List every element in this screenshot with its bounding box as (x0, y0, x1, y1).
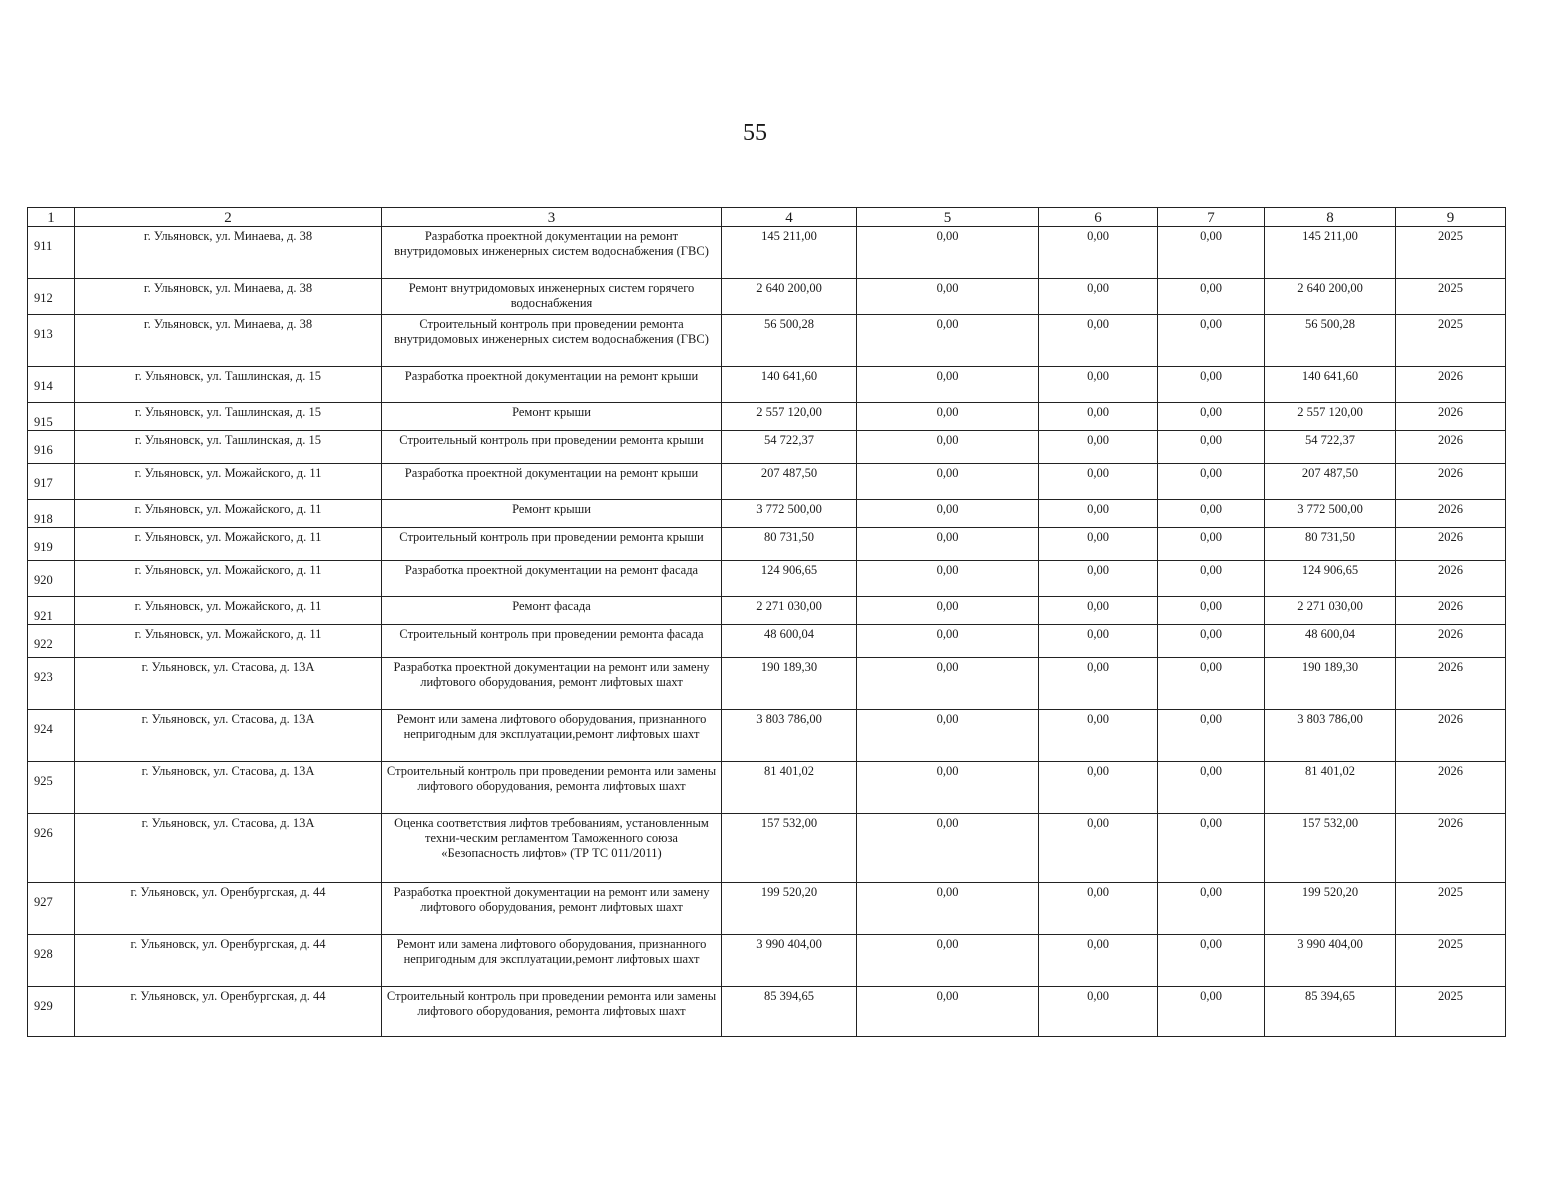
work-type-cell: Ремонт крыши (382, 500, 722, 528)
address-cell: г. Ульяновск, ул. Ташлинская, д. 15 (75, 431, 382, 464)
total-cost-cell: 199 520,20 (722, 883, 857, 935)
owners-cell: 0,00 (1158, 814, 1265, 883)
table-row (28, 431, 1506, 464)
budget-cell: 0,00 (1039, 431, 1158, 464)
total-cost-cell: 207 487,50 (722, 464, 857, 500)
row-number: 925 (28, 762, 75, 814)
owners-cell: 0,00 (1158, 464, 1265, 500)
fund-cell: 0,00 (857, 315, 1039, 367)
budget-cell: 0,00 (1039, 710, 1158, 762)
table-row (28, 987, 1506, 1037)
year-cell: 2025 (1396, 935, 1506, 987)
address-cell: г. Ульяновск, ул. Можайского, д. 11 (75, 464, 382, 500)
work-plan-table (27, 207, 1506, 1037)
budget-cell: 0,00 (1039, 762, 1158, 814)
column-header: 2 (75, 208, 382, 227)
work-plan-table-wrapper (27, 207, 1505, 1037)
other-cost-cell: 48 600,04 (1265, 625, 1396, 658)
budget-cell: 0,00 (1039, 987, 1158, 1037)
work-type-cell: Строительный контроль при проведении ремонта крыши (382, 528, 722, 561)
other-cost-cell: 190 189,30 (1265, 658, 1396, 710)
other-cost-cell: 3 990 404,00 (1265, 935, 1396, 987)
other-cost-cell: 140 641,60 (1265, 367, 1396, 403)
year-cell: 2026 (1396, 710, 1506, 762)
work-type-cell: Строительный контроль при проведении ремонта или замены лифтового оборудования, ремонта лифтовых шахт (382, 762, 722, 814)
budget-cell: 0,00 (1039, 403, 1158, 431)
budget-cell: 0,00 (1039, 625, 1158, 658)
total-cost-cell: 56 500,28 (722, 315, 857, 367)
row-number: 915 (28, 403, 75, 431)
total-cost-cell: 85 394,65 (722, 987, 857, 1037)
table-row (28, 710, 1506, 762)
total-cost-cell: 124 906,65 (722, 561, 857, 597)
row-number: 911 (28, 227, 75, 279)
work-type-cell: Строительный контроль при проведении ремонта фасада (382, 625, 722, 658)
other-cost-cell: 3 803 786,00 (1265, 710, 1396, 762)
owners-cell: 0,00 (1158, 367, 1265, 403)
fund-cell: 0,00 (857, 987, 1039, 1037)
row-number: 916 (28, 431, 75, 464)
work-type-cell: Строительный контроль при проведении ремонта крыши (382, 431, 722, 464)
total-cost-cell: 145 211,00 (722, 227, 857, 279)
address-cell: г. Ульяновск, ул. Стасова, д. 13А (75, 814, 382, 883)
fund-cell: 0,00 (857, 403, 1039, 431)
other-cost-cell: 157 532,00 (1265, 814, 1396, 883)
total-cost-cell: 3 990 404,00 (722, 935, 857, 987)
work-type-cell: Строительный контроль при проведении ремонта внутридомовых инженерных систем водоснабжения (ГВС) (382, 315, 722, 367)
year-cell: 2026 (1396, 431, 1506, 464)
budget-cell: 0,00 (1039, 883, 1158, 935)
total-cost-cell: 140 641,60 (722, 367, 857, 403)
other-cost-cell: 145 211,00 (1265, 227, 1396, 279)
address-cell: г. Ульяновск, ул. Стасова, д. 13А (75, 658, 382, 710)
budget-cell: 0,00 (1039, 597, 1158, 625)
address-cell: г. Ульяновск, ул. Стасова, д. 13А (75, 762, 382, 814)
owners-cell: 0,00 (1158, 403, 1265, 431)
row-number: 913 (28, 315, 75, 367)
budget-cell: 0,00 (1039, 658, 1158, 710)
row-number: 929 (28, 987, 75, 1037)
column-header: 5 (857, 208, 1039, 227)
owners-cell: 0,00 (1158, 987, 1265, 1037)
budget-cell: 0,00 (1039, 315, 1158, 367)
year-cell: 2025 (1396, 315, 1506, 367)
year-cell: 2026 (1396, 403, 1506, 431)
table-row (28, 597, 1506, 625)
budget-cell: 0,00 (1039, 528, 1158, 561)
work-type-cell: Разработка проектной документации на ремонт или замену лифтового оборудования, ремонт лифтовых шахт (382, 658, 722, 710)
other-cost-cell: 207 487,50 (1265, 464, 1396, 500)
other-cost-cell: 2 640 200,00 (1265, 279, 1396, 315)
table-row (28, 528, 1506, 561)
total-cost-cell: 80 731,50 (722, 528, 857, 561)
other-cost-cell: 2 271 030,00 (1265, 597, 1396, 625)
year-cell: 2026 (1396, 500, 1506, 528)
table-row (28, 658, 1506, 710)
work-type-cell: Ремонт или замена лифтового оборудования, признанного непригодным для эксплуатации,ремонт лифтовых шахт (382, 710, 722, 762)
owners-cell: 0,00 (1158, 431, 1265, 464)
other-cost-cell: 54 722,37 (1265, 431, 1396, 464)
address-cell: г. Ульяновск, ул. Ташлинская, д. 15 (75, 367, 382, 403)
budget-cell: 0,00 (1039, 561, 1158, 597)
owners-cell: 0,00 (1158, 710, 1265, 762)
fund-cell: 0,00 (857, 464, 1039, 500)
fund-cell: 0,00 (857, 528, 1039, 561)
work-type-cell: Оценка соответствия лифтов требованиям, установленным техни-ческим регламентом Таможенного союза «Безопасность лифтов» (ТР ТС 011/2011) (382, 814, 722, 883)
row-number: 926 (28, 814, 75, 883)
address-cell: г. Ульяновск, ул. Минаева, д. 38 (75, 227, 382, 279)
year-cell: 2026 (1396, 367, 1506, 403)
total-cost-cell: 2 557 120,00 (722, 403, 857, 431)
owners-cell: 0,00 (1158, 935, 1265, 987)
fund-cell: 0,00 (857, 710, 1039, 762)
row-number: 919 (28, 528, 75, 561)
work-type-cell: Строительный контроль при проведении ремонта или замены лифтового оборудования, ремонта лифтовых шахт (382, 987, 722, 1037)
owners-cell: 0,00 (1158, 500, 1265, 528)
owners-cell: 0,00 (1158, 658, 1265, 710)
owners-cell: 0,00 (1158, 315, 1265, 367)
owners-cell: 0,00 (1158, 625, 1265, 658)
column-header: 7 (1158, 208, 1265, 227)
other-cost-cell: 199 520,20 (1265, 883, 1396, 935)
address-cell: г. Ульяновск, ул. Оренбургская, д. 44 (75, 883, 382, 935)
table-row (28, 403, 1506, 431)
table-row (28, 279, 1506, 315)
budget-cell: 0,00 (1039, 464, 1158, 500)
work-type-cell: Ремонт внутридомовых инженерных систем горячего водоснабжения (382, 279, 722, 315)
total-cost-cell: 3 772 500,00 (722, 500, 857, 528)
fund-cell: 0,00 (857, 658, 1039, 710)
work-type-cell: Ремонт крыши (382, 403, 722, 431)
row-number: 921 (28, 597, 75, 625)
address-cell: г. Ульяновск, ул. Оренбургская, д. 44 (75, 987, 382, 1037)
row-number: 922 (28, 625, 75, 658)
fund-cell: 0,00 (857, 227, 1039, 279)
year-cell: 2026 (1396, 814, 1506, 883)
budget-cell: 0,00 (1039, 367, 1158, 403)
other-cost-cell: 3 772 500,00 (1265, 500, 1396, 528)
work-type-cell: Разработка проектной документации на ремонт внутридомовых инженерных систем водоснабжения (ГВС) (382, 227, 722, 279)
year-cell: 2026 (1396, 762, 1506, 814)
address-cell: г. Ульяновск, ул. Можайского, д. 11 (75, 625, 382, 658)
other-cost-cell: 85 394,65 (1265, 987, 1396, 1037)
row-number: 920 (28, 561, 75, 597)
row-number: 914 (28, 367, 75, 403)
row-number: 917 (28, 464, 75, 500)
fund-cell: 0,00 (857, 431, 1039, 464)
owners-cell: 0,00 (1158, 561, 1265, 597)
work-type-cell: Разработка проектной документации на ремонт крыши (382, 464, 722, 500)
address-cell: г. Ульяновск, ул. Можайского, д. 11 (75, 528, 382, 561)
row-number: 912 (28, 279, 75, 315)
fund-cell: 0,00 (857, 561, 1039, 597)
column-header: 9 (1396, 208, 1506, 227)
budget-cell: 0,00 (1039, 500, 1158, 528)
other-cost-cell: 2 557 120,00 (1265, 403, 1396, 431)
year-cell: 2025 (1396, 279, 1506, 315)
fund-cell: 0,00 (857, 625, 1039, 658)
year-cell: 2026 (1396, 625, 1506, 658)
owners-cell: 0,00 (1158, 528, 1265, 561)
fund-cell: 0,00 (857, 762, 1039, 814)
table-row (28, 500, 1506, 528)
total-cost-cell: 3 803 786,00 (722, 710, 857, 762)
work-type-cell: Ремонт фасада (382, 597, 722, 625)
table-row (28, 762, 1506, 814)
header-row (28, 208, 1506, 227)
row-number: 924 (28, 710, 75, 762)
owners-cell: 0,00 (1158, 762, 1265, 814)
column-header: 1 (28, 208, 75, 227)
column-header: 3 (382, 208, 722, 227)
fund-cell: 0,00 (857, 935, 1039, 987)
address-cell: г. Ульяновск, ул. Можайского, д. 11 (75, 597, 382, 625)
budget-cell: 0,00 (1039, 279, 1158, 315)
year-cell: 2026 (1396, 597, 1506, 625)
fund-cell: 0,00 (857, 279, 1039, 315)
row-number: 923 (28, 658, 75, 710)
address-cell: г. Ульяновск, ул. Можайского, д. 11 (75, 561, 382, 597)
address-cell: г. Ульяновск, ул. Минаева, д. 38 (75, 315, 382, 367)
other-cost-cell: 124 906,65 (1265, 561, 1396, 597)
budget-cell: 0,00 (1039, 227, 1158, 279)
total-cost-cell: 48 600,04 (722, 625, 857, 658)
row-number: 927 (28, 883, 75, 935)
work-type-cell: Разработка проектной документации на ремонт крыши (382, 367, 722, 403)
column-header: 8 (1265, 208, 1396, 227)
total-cost-cell: 54 722,37 (722, 431, 857, 464)
row-number: 928 (28, 935, 75, 987)
page-number: 55 (743, 120, 767, 146)
table-row (28, 227, 1506, 279)
total-cost-cell: 157 532,00 (722, 814, 857, 883)
work-type-cell: Ремонт или замена лифтового оборудования, признанного непригодным для эксплуатации,ремонт лифтовых шахт (382, 935, 722, 987)
owners-cell: 0,00 (1158, 227, 1265, 279)
column-header: 6 (1039, 208, 1158, 227)
owners-cell: 0,00 (1158, 883, 1265, 935)
work-type-cell: Разработка проектной документации на ремонт или замену лифтового оборудования, ремонт лифтовых шахт (382, 883, 722, 935)
fund-cell: 0,00 (857, 367, 1039, 403)
year-cell: 2025 (1396, 883, 1506, 935)
table-row (28, 464, 1506, 500)
table-body (28, 227, 1506, 1037)
total-cost-cell: 81 401,02 (722, 762, 857, 814)
total-cost-cell: 2 640 200,00 (722, 279, 857, 315)
fund-cell: 0,00 (857, 814, 1039, 883)
budget-cell: 0,00 (1039, 814, 1158, 883)
year-cell: 2026 (1396, 658, 1506, 710)
row-number: 918 (28, 500, 75, 528)
column-header: 4 (722, 208, 857, 227)
address-cell: г. Ульяновск, ул. Минаева, д. 38 (75, 279, 382, 315)
fund-cell: 0,00 (857, 500, 1039, 528)
table-row (28, 315, 1506, 367)
work-type-cell: Разработка проектной документации на ремонт фасада (382, 561, 722, 597)
fund-cell: 0,00 (857, 597, 1039, 625)
year-cell: 2025 (1396, 227, 1506, 279)
address-cell: г. Ульяновск, ул. Можайского, д. 11 (75, 500, 382, 528)
other-cost-cell: 81 401,02 (1265, 762, 1396, 814)
year-cell: 2026 (1396, 561, 1506, 597)
year-cell: 2026 (1396, 464, 1506, 500)
fund-cell: 0,00 (857, 883, 1039, 935)
table-row (28, 367, 1506, 403)
budget-cell: 0,00 (1039, 935, 1158, 987)
year-cell: 2026 (1396, 528, 1506, 561)
owners-cell: 0,00 (1158, 279, 1265, 315)
address-cell: г. Ульяновск, ул. Стасова, д. 13А (75, 710, 382, 762)
table-row (28, 883, 1506, 935)
year-cell: 2025 (1396, 987, 1506, 1037)
other-cost-cell: 80 731,50 (1265, 528, 1396, 561)
address-cell: г. Ульяновск, ул. Ташлинская, д. 15 (75, 403, 382, 431)
owners-cell: 0,00 (1158, 597, 1265, 625)
total-cost-cell: 2 271 030,00 (722, 597, 857, 625)
address-cell: г. Ульяновск, ул. Оренбургская, д. 44 (75, 935, 382, 987)
table-row (28, 561, 1506, 597)
other-cost-cell: 56 500,28 (1265, 315, 1396, 367)
total-cost-cell: 190 189,30 (722, 658, 857, 710)
table-row (28, 935, 1506, 987)
table-row (28, 625, 1506, 658)
table-row (28, 814, 1506, 883)
